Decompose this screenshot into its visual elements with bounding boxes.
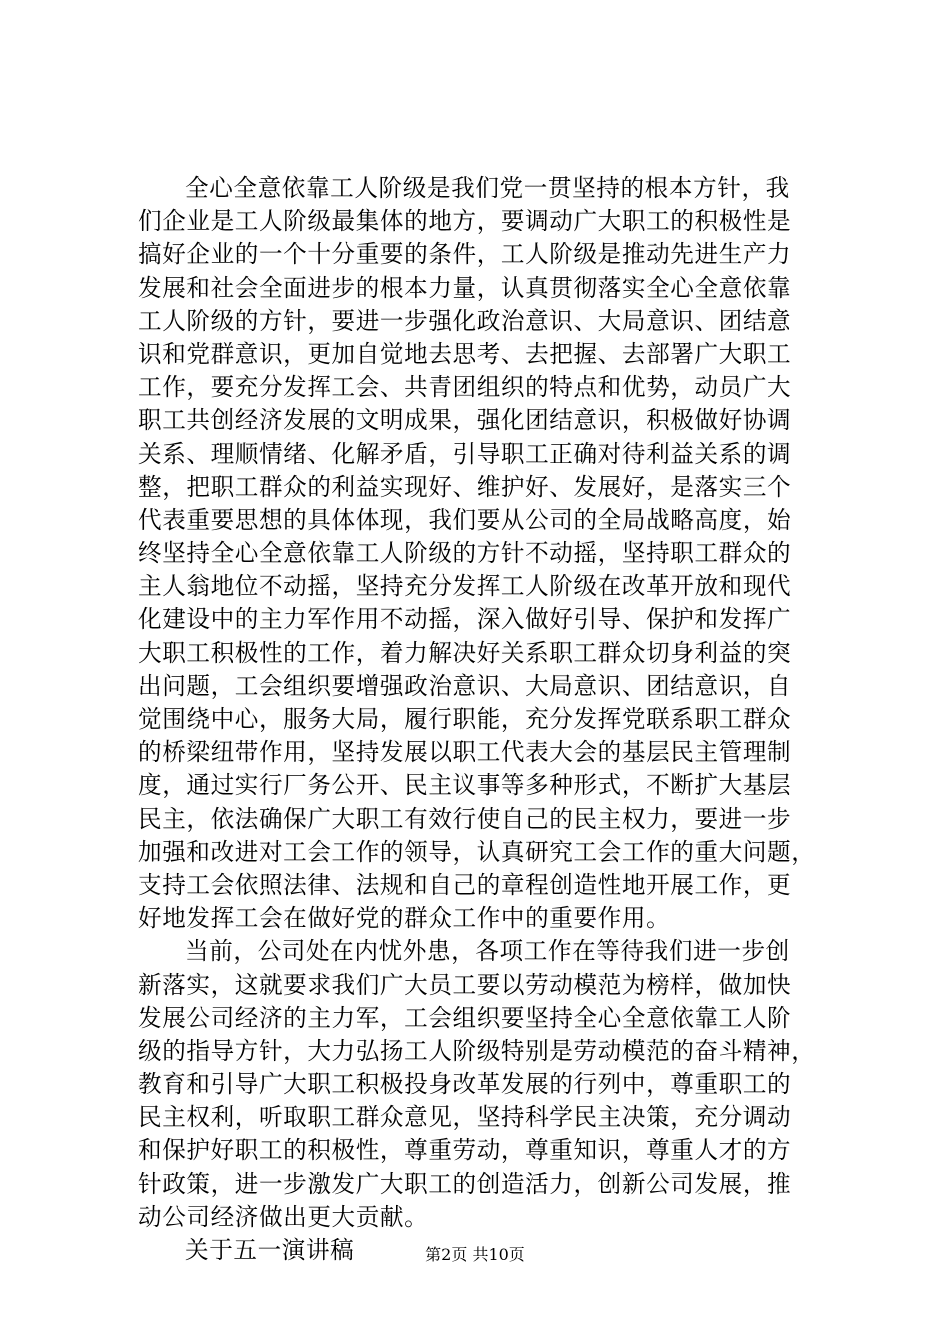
text-line: 出问题，工会组织要增强政治意识、大局意识、团结意识，自	[138, 671, 792, 700]
text-line: 工作，要充分发挥工会、共青团组织的特点和优势，动员广大	[138, 373, 792, 402]
text-line: 化建设中的主力军作用不动摇，深入做好引导、保护和发挥广	[138, 605, 792, 634]
text-line: 的桥梁纽带作用，坚持发展以职工代表大会的基层民主管理制	[138, 738, 792, 767]
text-line: 民主，依法确保广大职工有效行使自己的民主权力，要进一步	[138, 804, 792, 833]
text-line: 支持工会依照法律、法规和自己的章程创造性地开展工作，更	[138, 870, 792, 899]
text-line: 识和党群意识，更加自觉地去思考、去把握、去部署广大职工	[138, 339, 792, 368]
text-line: 加强和改进对工会工作的领导，认真研究工会工作的重大问题，	[138, 837, 816, 866]
page-footer: 第2页 共10页	[425, 1245, 525, 1264]
text-line: 动公司经济做出更大贡献。	[138, 1202, 429, 1231]
text-line: 代表重要思想的具体体现，我们要从公司的全局战略高度，始	[138, 505, 792, 534]
text-line: 新落实，这就要求我们广大员工要以劳动模范为榜样，做加快	[138, 970, 792, 999]
text-line: 当前，公司处在内忧外患，各项工作在等待我们进一步创	[185, 937, 790, 966]
text-line: 好地发挥工会在做好党的群众工作中的重要作用。	[138, 904, 671, 933]
text-line: 关于五一演讲稿	[185, 1236, 355, 1264]
text-line: 大职工积极性的工作，着力解决好关系职工群众切身利益的突	[138, 638, 792, 667]
text-line: 和保护好职工的积极性，尊重劳动，尊重知识，尊重人才的方	[138, 1136, 792, 1165]
text-line: 们企业是工人阶级最集体的地方，要调动广大职工的积极性是	[138, 207, 792, 236]
text-line: 主人翁地位不动摇，坚持充分发挥工人阶级在改革开放和现代	[138, 572, 792, 601]
text-line: 关系、理顺情绪、化解矛盾，引导职工正确对待利益关系的调	[138, 439, 792, 468]
text-line: 教育和引导广大职工积极投身改革发展的行列中，尊重职工的	[138, 1070, 792, 1099]
text-line: 全心全意依靠工人阶级是我们党一贯坚持的根本方针，我	[185, 174, 790, 202]
text-line: 民主权利，听取职工群众意见，坚持科学民主决策，充分调动	[138, 1103, 792, 1132]
text-line: 搞好企业的一个十分重要的条件，工人阶级是推动先进生产力	[138, 240, 792, 269]
text-line: 度，通过实行厂务公开、民主议事等多种形式，不断扩大基层	[138, 771, 792, 800]
text-line: 级的指导方针，大力弘扬工人阶级特别是劳动模范的奋斗精神，	[138, 1036, 816, 1065]
text-line: 终坚持全心全意依靠工人阶级的方针不动摇，坚持职工群众的	[138, 539, 792, 568]
text-line: 针政策，进一步激发广大职工的创造活力，创新公司发展，推	[138, 1169, 792, 1198]
text-line: 发展和社会全面进步的根本力量，认真贯彻落实全心全意依靠	[138, 273, 792, 302]
text-line: 觉围绕中心，服务大局，履行职能，充分发挥党联系职工群众	[138, 705, 792, 733]
text-line: 工人阶级的方针，要进一步强化政治意识、大局意识、团结意	[138, 306, 792, 335]
text-line: 职工共创经济发展的文明成果，强化团结意识，积极做好协调	[138, 406, 792, 435]
text-line: 整，把职工群众的利益实现好、维护好、发展好，是落实三个	[138, 472, 792, 501]
text-line: 发展公司经济的主力军，工会组织要坚持全心全意依靠工人阶	[138, 1003, 792, 1032]
document-body	[138, 172, 828, 1267]
